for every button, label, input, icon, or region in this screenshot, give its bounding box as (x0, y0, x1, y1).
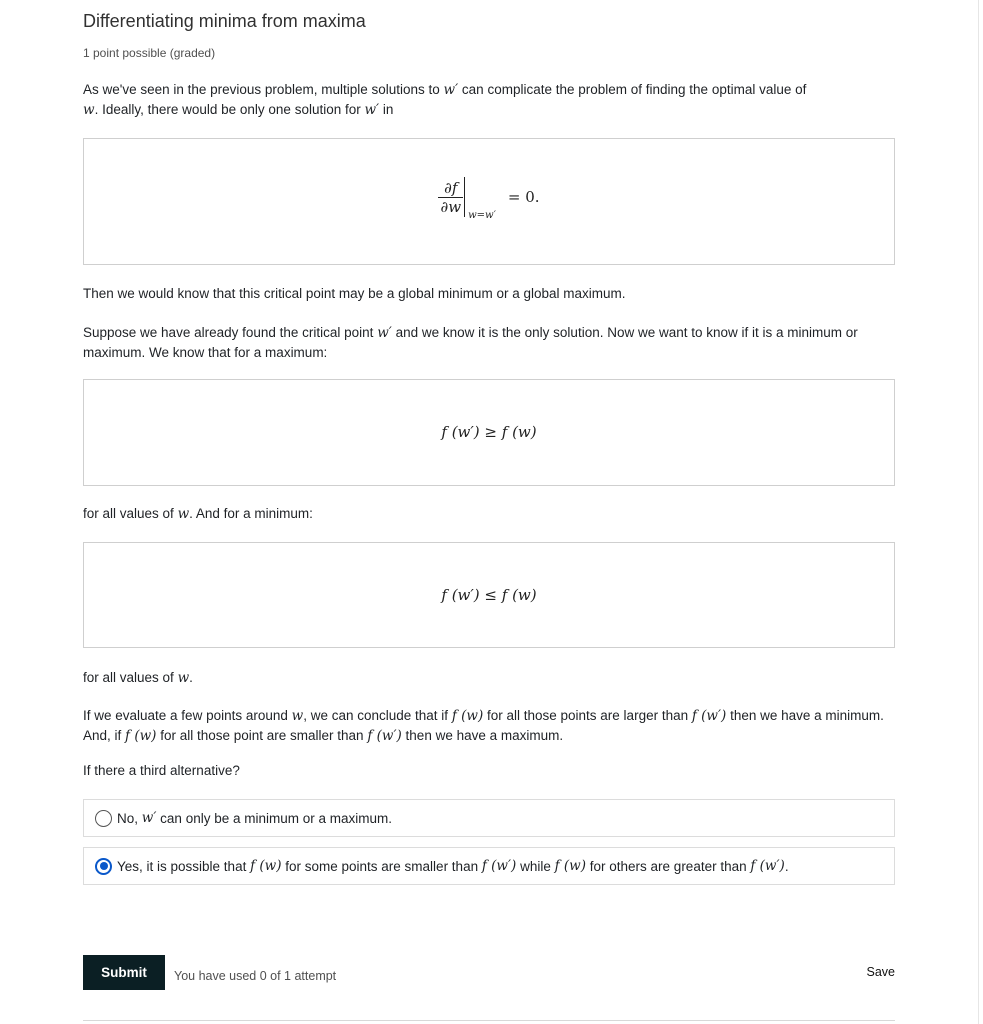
minimum-condition: f (w′) ≤ f (w) (441, 586, 537, 604)
derivative-equation-box (83, 138, 895, 265)
save-button[interactable]: Save (866, 965, 895, 979)
maximum-condition: f (w′) ≥ f (w) (441, 423, 537, 441)
all-values-max-paragraph: for all values of w. And for a minimum: (83, 506, 313, 522)
submit-button[interactable]: Submit (83, 955, 165, 990)
radio-yes[interactable] (95, 858, 112, 875)
maximum-condition-box (83, 379, 895, 486)
choice-yes[interactable]: Yes, it is possible that f (w) for some points are smaller than f (w′) while f (w) for others are greater than f (w′) . (83, 847, 895, 885)
intro-paragraph: As we've seen in the previous problem, multiple solutions to w′ can complicate the problem of finding the optimal value of w. Ideally, there would be only one solution for w′ in (83, 82, 807, 118)
all-values-min-paragraph: for all values of w. (83, 670, 193, 686)
problem-title: Differentiating minima from maxima (83, 11, 366, 31)
points-label: 1 point possible (graded) (83, 46, 216, 60)
bottom-divider (83, 1020, 895, 1021)
right-divider (978, 0, 979, 1024)
attempts-text: You have used 0 of 1 attempt (174, 969, 337, 983)
derivative-equation: $\frac{\partial f}{\partial w}$ w=w′ = 0. (440, 178, 540, 221)
radio-no[interactable] (95, 810, 112, 827)
critical-point-paragraph: Then we would know that this critical point may be a global minimum or a global maximum. (83, 286, 626, 301)
choice-no[interactable]: No, w′ can only be a minimum or a maximum. (83, 799, 895, 837)
evaluate-paragraph: If we evaluate a few points around w, we can conclude that if f (w) for all those points are larger than f (w′) then we have a minimum. And, if f (w) for all those point are smaller than f (w′) then we have a maximum. (83, 708, 884, 744)
question-text: If there a third alternative? (83, 763, 240, 778)
suppose-paragraph: Suppose we have already found the critical point w′ and we know it is the only solution. Now we want to know if it is a minimum or maximum. We know that for a maximum: (83, 325, 858, 360)
minimum-condition-box (83, 542, 895, 648)
